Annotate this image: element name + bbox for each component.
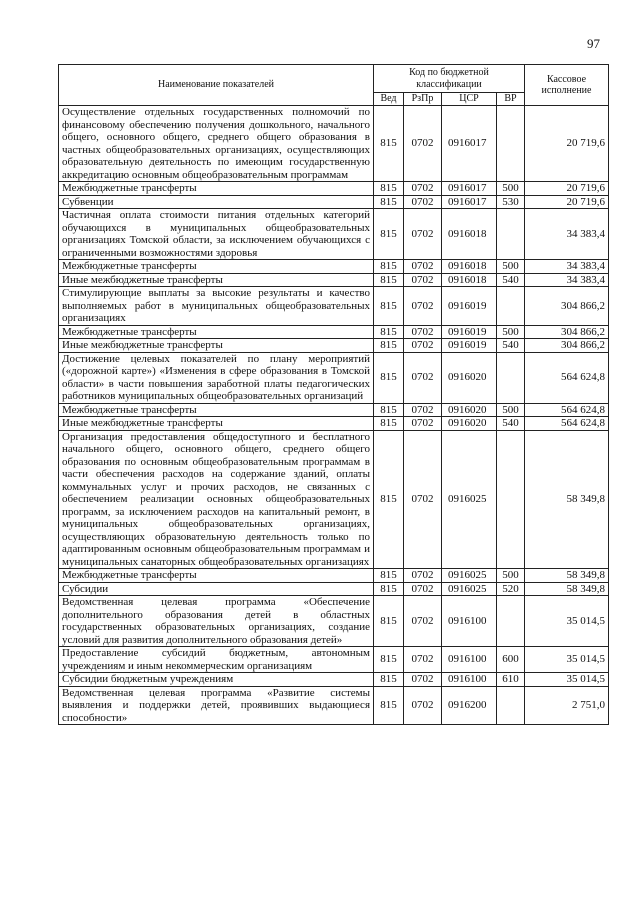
row-vr: 540 [497,273,525,287]
row-name: Межбюджетные трансферты [59,182,374,196]
row-vr: 540 [497,339,525,353]
row-ved: 815 [374,582,404,596]
row-csr: 0916019 [442,339,497,353]
row-vr: 530 [497,195,525,209]
row-csr: 0916020 [442,417,497,431]
row-name: Частичная оплата стоимости питания отдельных категорий обучающихся в муниципальных общеобразовательных организациях Томской области, за исключением обучающихся с ограниченными возможностями здоровья [59,209,374,260]
row-name: Субсидии бюджетным учреждениям [59,673,374,687]
row-rzpr: 0702 [404,182,442,196]
page-number: 97 [587,36,600,51]
row-ved: 815 [374,339,404,353]
table-row [59,403,609,417]
row-name: Осуществление отдельных государственных полномочий по финансовому обеспечению получения дошкольного, начального общего, основного общего, среднего общего образования в частных общеобразовательных организациях, осуществляющих образовательную деятельность по имеющим государственную аккредитацию основным общеобразовательным программам [59,106,374,182]
table-body [59,106,609,725]
header-ved: Вед [374,93,404,106]
row-rzpr: 0702 [404,352,442,403]
row-csr: 0916019 [442,287,497,326]
row-rzpr: 0702 [404,582,442,596]
row-vr [497,596,525,647]
row-ved: 815 [374,287,404,326]
row-csr: 0916100 [442,647,497,673]
row-rzpr: 0702 [404,403,442,417]
row-rzpr: 0702 [404,195,442,209]
row-amount: 304 866,2 [525,339,609,353]
table-row [59,430,609,569]
row-ved: 815 [374,673,404,687]
row-ved: 815 [374,596,404,647]
row-csr: 0916100 [442,673,497,687]
row-ved: 815 [374,195,404,209]
row-amount: 20 719,6 [525,106,609,182]
row-amount: 34 383,4 [525,260,609,274]
row-name: Стимулирующие выплаты за высокие результаты и качество выполняемых работ в муниципальных общеобразовательных организациях [59,287,374,326]
row-rzpr: 0702 [404,287,442,326]
table-row [59,569,609,583]
row-vr [497,287,525,326]
row-vr: 500 [497,325,525,339]
table-row [59,417,609,431]
row-amount: 58 349,8 [525,569,609,583]
row-name: Межбюджетные трансферты [59,325,374,339]
table-row [59,325,609,339]
row-amount: 2 751,0 [525,686,609,725]
row-ved: 815 [374,325,404,339]
budget-table [58,64,609,725]
row-rzpr: 0702 [404,686,442,725]
row-amount: 34 383,4 [525,273,609,287]
row-vr [497,106,525,182]
row-name: Иные межбюджетные трансферты [59,339,374,353]
header-csr: ЦСР [442,93,497,106]
row-csr: 0916200 [442,686,497,725]
row-amount: 35 014,5 [525,647,609,673]
row-name: Иные межбюджетные трансферты [59,417,374,431]
table-row [59,339,609,353]
table-row [59,596,609,647]
row-ved: 815 [374,182,404,196]
row-rzpr: 0702 [404,325,442,339]
row-amount: 35 014,5 [525,673,609,687]
row-ved: 815 [374,209,404,260]
row-vr: 500 [497,182,525,196]
row-vr [497,352,525,403]
table-row [59,209,609,260]
table-row [59,647,609,673]
table-row [59,273,609,287]
row-vr [497,209,525,260]
row-name: Иные межбюджетные трансферты [59,273,374,287]
row-ved: 815 [374,403,404,417]
row-name: Предоставление субсидий бюджетным, автономным учреждениям и иным некоммерческим организациям [59,647,374,673]
row-csr: 0916025 [442,569,497,583]
row-amount: 20 719,6 [525,182,609,196]
table-row [59,352,609,403]
row-csr: 0916018 [442,273,497,287]
row-name: Субвенции [59,195,374,209]
row-csr: 0916025 [442,582,497,596]
row-amount: 564 624,8 [525,403,609,417]
row-ved: 815 [374,430,404,569]
row-ved: 815 [374,273,404,287]
table-row [59,287,609,326]
row-rzpr: 0702 [404,430,442,569]
row-rzpr: 0702 [404,339,442,353]
row-vr: 540 [497,417,525,431]
header-amount: Кассовое исполнение [525,65,609,106]
row-ved: 815 [374,352,404,403]
row-csr: 0916017 [442,106,497,182]
row-rzpr: 0702 [404,106,442,182]
row-rzpr: 0702 [404,647,442,673]
row-rzpr: 0702 [404,273,442,287]
header-vr: ВР [497,93,525,106]
row-amount: 304 866,2 [525,325,609,339]
row-name: Межбюджетные трансферты [59,260,374,274]
row-vr: 500 [497,260,525,274]
row-name: Межбюджетные трансферты [59,403,374,417]
table-row [59,182,609,196]
row-csr: 0916018 [442,260,497,274]
row-vr [497,430,525,569]
row-name: Ведомственная целевая программа «Развитие системы выявления и поддержки детей, проявивших выдающиеся способности» [59,686,374,725]
row-vr: 500 [497,403,525,417]
table-row [59,686,609,725]
row-vr: 600 [497,647,525,673]
row-csr: 0916100 [442,596,497,647]
row-rzpr: 0702 [404,673,442,687]
table-row [59,582,609,596]
row-csr: 0916018 [442,209,497,260]
table-row [59,195,609,209]
row-vr [497,686,525,725]
row-rzpr: 0702 [404,569,442,583]
row-vr: 610 [497,673,525,687]
row-rzpr: 0702 [404,417,442,431]
row-ved: 815 [374,647,404,673]
row-amount: 34 383,4 [525,209,609,260]
table-header [59,65,609,106]
row-name: Межбюджетные трансферты [59,569,374,583]
row-ved: 815 [374,106,404,182]
table-row [59,106,609,182]
row-amount: 564 624,8 [525,417,609,431]
header-name: Наименование показателей [59,65,374,106]
row-csr: 0916020 [442,403,497,417]
row-rzpr: 0702 [404,596,442,647]
row-name: Достижение целевых показателей по плану мероприятий («дорожной карте») «Изменения в сфере образования в Томской области» в части повышения заработной платы педагогических работников муниципальных общеобразовательных организаций [59,352,374,403]
row-csr: 0916017 [442,182,497,196]
row-ved: 815 [374,417,404,431]
row-name: Ведомственная целевая программа «Обеспечение дополнительного образования детей в областных государственных образовательных организациях, создание условий для развития дополнительного образования детей» [59,596,374,647]
row-amount: 20 719,6 [525,195,609,209]
row-vr: 500 [497,569,525,583]
row-amount: 564 624,8 [525,352,609,403]
row-csr: 0916020 [442,352,497,403]
row-amount: 35 014,5 [525,596,609,647]
row-csr: 0916017 [442,195,497,209]
row-amount: 58 349,8 [525,582,609,596]
row-csr: 0916025 [442,430,497,569]
row-name: Субсидии [59,582,374,596]
header-code-group: Код по бюджетной классификации [374,65,525,93]
row-amount: 304 866,2 [525,287,609,326]
row-name: Организация предоставления общедоступного и бесплатного начального общего, основного общего, среднего общего образования по основным общеобразовательным программам в части обеспечения расходов на содержание зданий, оплаты коммунальных услуг и прочих расходов, не связанных с обеспечением реализации основных общеобразовательных программ, за исключением расходов на капитальный ремонт, в муниципальных общеобразовательных организациях, осуществляющих образовательную деятельность только по адаптированным основным общеобразовательным программам и муниципальных санаторных общеобразовательных организациях [59,430,374,569]
header-rzpr: РзПр [404,93,442,106]
table-row [59,673,609,687]
row-ved: 815 [374,686,404,725]
row-amount: 58 349,8 [525,430,609,569]
row-vr: 520 [497,582,525,596]
row-csr: 0916019 [442,325,497,339]
row-ved: 815 [374,569,404,583]
row-rzpr: 0702 [404,260,442,274]
row-ved: 815 [374,260,404,274]
row-rzpr: 0702 [404,209,442,260]
table-row [59,260,609,274]
